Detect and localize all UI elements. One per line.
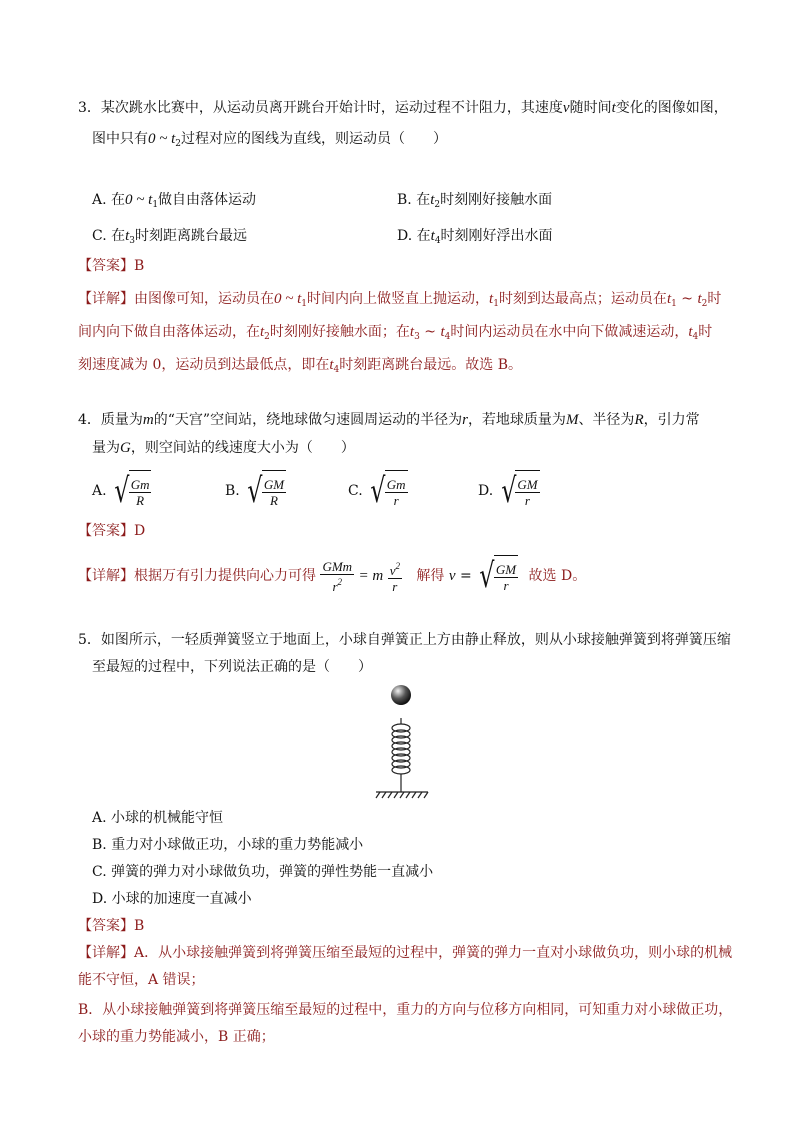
ground-icon — [376, 792, 428, 798]
sqrt-expression: √ $\frac{Gm}{R}$ — [114, 471, 150, 511]
q3-option-d[interactable]: D. 在$t_4$时刻刚好浮出水面 — [397, 228, 553, 246]
q3-detail-line1: 【详解】由图像可知，运动员在0 ~ $t_1$时间内向上做竖直上抛运动，$t_1$时刻到达最高点；运动员在$t_1$ ~ $t_2$时 — [78, 291, 722, 309]
q3-answer: 【答案】B — [78, 258, 145, 274]
q5-detail-line2: 能不守恒，A 错误； — [78, 972, 205, 988]
q5-stem-line1: 5．如图所示，一轻质弹簧竖立于地面上，小球自弹簧正上方由静止释放，则从小球接触弹簧到将弹簧压缩 — [78, 632, 731, 648]
spring-icon — [392, 718, 410, 792]
q3-detail-line2: 间内向下做自由落体运动，在$t_2$时刻刚好接触水面；在$t_3$ ~ $t_4$时间内运动员在水中向下做减速运动，$t_4$时 — [78, 324, 713, 342]
q4-option-d[interactable]: D. √ $\frac{GM}{r}$ — [478, 471, 538, 511]
q5-detail-line1: 【详解】A．从小球接触弹簧到将弹簧压缩至最短的过程中，弹簧的弹力一直对小球做负功，则小球的机械 — [78, 945, 733, 961]
q3-option-b[interactable]: B. 在$t_2$时刻刚好接触水面 — [397, 192, 553, 210]
spring-ball-figure — [372, 682, 432, 800]
q4-stem-line2: 量为G，则空间站的线速度大小为（ ） — [92, 440, 355, 456]
sqrt-expression: √ $\frac{GM}{r}$ — [500, 471, 538, 511]
force-equation: $\frac{\text{GMm}}{r^2}$ = m $\frac{v^2}{r}$ — [322, 558, 400, 594]
q5-answer: 【答案】B — [78, 918, 145, 934]
q5-option-a[interactable]: A. 小球的机械能守恒 — [92, 810, 224, 826]
q4-option-c[interactable]: C. √ $\frac{Gm}{r}$ — [348, 471, 406, 511]
q3-stem-line2: 图中只有0 ~ $t_2$过程对应的图线为直线，则运动员（ ） — [92, 131, 448, 149]
q5-option-d[interactable]: D. 小球的加速度一直减小 — [92, 891, 252, 907]
q5-stem-line2: 至最短的过程中，下列说法正确的是（ ） — [92, 659, 372, 675]
solution-equation: v = √ $\frac{GM}{r}$ — [448, 556, 517, 596]
q3-option-a[interactable]: A. 在0 ~ $t_1$做自由落体运动 — [92, 192, 257, 210]
q4-option-b[interactable]: B. √ $\frac{GM}{R}$ — [225, 471, 285, 511]
q4-answer: 【答案】D — [78, 523, 146, 539]
q5-option-c[interactable]: C. 弹簧的弹力对小球做负功，弹簧的弹性势能一直减小 — [92, 864, 434, 880]
sqrt-expression: √ $\frac{GM}{R}$ — [247, 471, 285, 511]
q4-stem-line1: 4．质量为m的“天宫”空间站，绕地球做匀速圆周运动的半径为r，若地球质量为M、半径为R，引力常 — [78, 412, 700, 428]
q5-detail-line3: B．从小球接触弹簧到将弹簧压缩至最短的过程中，重力的方向与位移方向相同，可知重力对小球做正功， — [78, 1002, 733, 1018]
q3-detail-line3: 刻速度减为 0，运动员到达最低点，即在$t_4$时刻距离跳台最远。故选 B。 — [78, 357, 523, 375]
q5-option-b[interactable]: B. 重力对小球做正功，小球的重力势能减小 — [92, 837, 364, 853]
ball-icon — [391, 685, 411, 705]
q4-option-a[interactable]: A. √ $\frac{Gm}{R}$ — [92, 471, 150, 511]
q3-stem-line1: 3．某次跳水比赛中，从运动员离开跳台开始计时，运动过程不计阻力，其速度v随时间t变化的图像如图， — [78, 100, 728, 116]
q5-detail-line4: 小球的重力势能减小，B 正确； — [78, 1029, 275, 1045]
sqrt-expression: √ $\frac{Gm}{r}$ — [370, 471, 406, 511]
q4-detail: 【详解】根据万有引力提供向心力可得 $\frac{\text{GMm}}{r^2}$ = m $\frac{v^2}{r}$ 解得 v = √ $\frac{GM}{r}$ 故选 D。 — [78, 556, 587, 596]
q3-option-c[interactable]: C. 在$t_3$时刻距离跳台最远 — [92, 228, 248, 246]
